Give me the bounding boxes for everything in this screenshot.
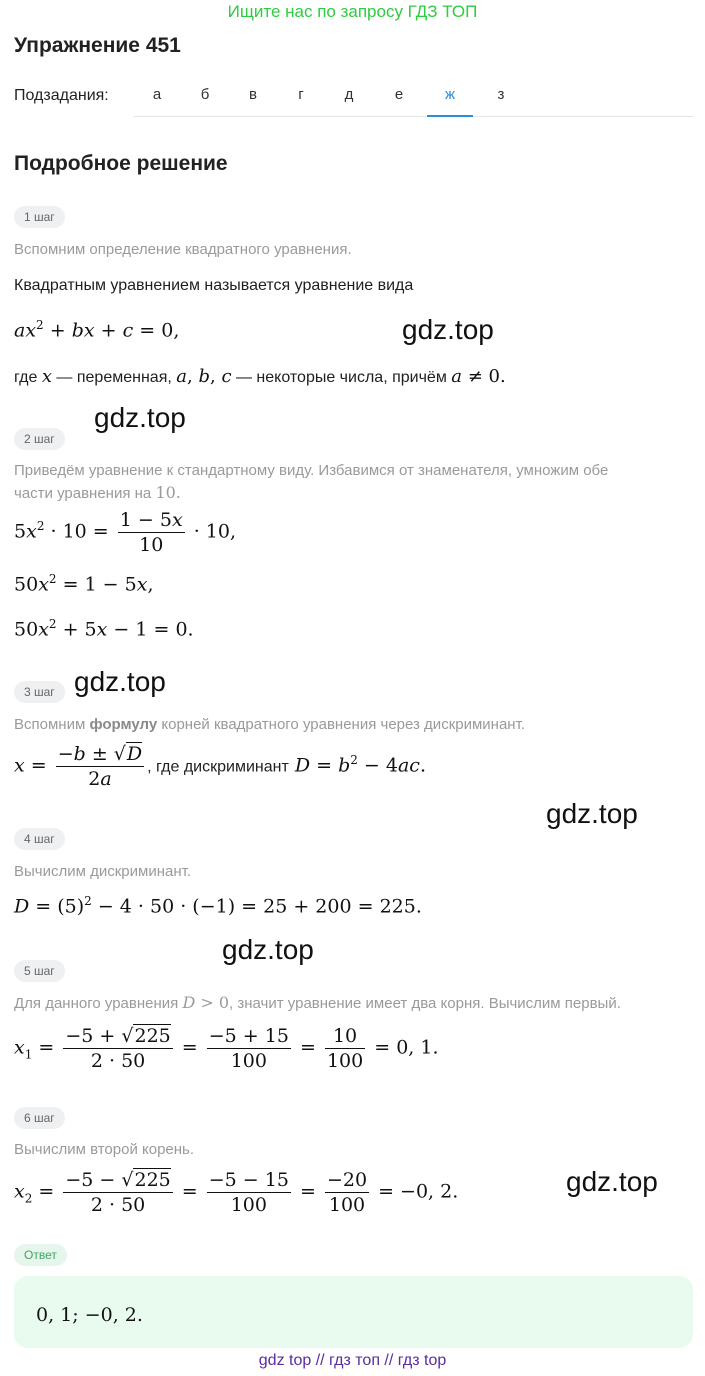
subtasks-label: Подзадания: [14, 87, 109, 104]
step-1-badge: 1 шаг [14, 206, 65, 228]
watermark: gdz.top [94, 402, 186, 433]
step-5-formula: $x_1$ = $\frac{-5 + √225}{2 \cdot 50}$ = $\frac{-5 + 15}{100}$ = $\frac{10}{100}$ = 0, 1. [14, 1025, 439, 1072]
step-1-hint: Вспомним определение квадратного уравнения. [14, 241, 352, 258]
page-title: Упражнение 451 [14, 34, 181, 57]
tab-v[interactable]: в [249, 86, 257, 103]
tab-d[interactable]: д [344, 86, 354, 103]
watermark: gdz.top [74, 666, 166, 697]
solution-title: Подробное решение [14, 152, 228, 175]
tab-zh[interactable]: ж [444, 86, 456, 103]
step-1-where: где x — переменная, a, b, c — некоторые числа, причём a ≠ 0. [14, 366, 506, 387]
tab-e[interactable]: е [394, 86, 404, 103]
subtasks-tabs [134, 76, 694, 117]
answer-value: 0, 1; −0, 2. [36, 1304, 143, 1326]
step-3-badge: 3 шаг [14, 681, 65, 703]
step-3-hint [14, 714, 525, 736]
step-2-eq-3: $50x^2 + 5x - 1 = 0$. [14, 617, 194, 641]
answer-box [14, 1276, 693, 1348]
step-5-hint-a: Для данного уравнения [14, 995, 179, 1012]
step-5-hint: Для данного уравнения D > 0, значит уравнение имеет два корня. Вычислим первый. [14, 993, 621, 1012]
tab-a[interactable]: а [152, 86, 162, 103]
step-2-eq-2: $50x^2 = 1 - 5x$, [14, 572, 154, 596]
step-2-hint-2-text: части уравнения на [14, 485, 152, 502]
answer-badge: Ответ [14, 1244, 67, 1266]
step-1-text: Квадратным уравнением называется уравнение вида [14, 277, 414, 294]
watermark: gdz.top [566, 1166, 658, 1197]
where-var: — переменная, [56, 369, 172, 386]
step-2-badge: 2 шаг [14, 428, 65, 450]
step-6-badge: 6 шаг [14, 1107, 65, 1129]
step-2-hint-2: части уравнения на 10. [14, 483, 181, 502]
where-prefix: где [14, 369, 38, 386]
step-5-badge: 5 шаг [14, 960, 65, 982]
step-6-hint: Вычислим второй корень. [14, 1141, 195, 1158]
active-tab-indicator [427, 115, 473, 117]
watermark: gdz.top [402, 314, 494, 345]
step-4-hint: Вычислим дискриминант. [14, 863, 191, 880]
step-4-badge: 4 шаг [14, 828, 65, 850]
tab-z[interactable]: з [497, 86, 505, 103]
promo-banner: Ищите нас по запросу ГДЗ ТОП [227, 2, 478, 21]
step-2-hint-1: Приведём уравнение к стандартному виду. Избавимся от знаменателя, умножим обе [14, 462, 609, 479]
watermark: gdz.top [222, 934, 314, 965]
step-4-formula: $D = (5)^2 - 4 \cdot 50 \cdot (-1) = 25 + 200 = 225$. [14, 894, 422, 918]
step-1-formula: $ax^2$ + bx + c = 0, [14, 318, 180, 342]
step-3-formula: x = $\frac{-b \pm √D}{2a}$ , где дискриминант $D = b^2 - 4ac$. [14, 743, 426, 790]
watermark: gdz.top [546, 798, 638, 829]
tab-b[interactable]: б [200, 86, 210, 103]
step-5-hint-b: , значит уравнение имеет два корня. Вычислим первый. [229, 995, 621, 1012]
footer-links[interactable]: gdz top // гдз топ // гдз top [258, 1352, 447, 1369]
step-6-formula: $x_2$ = $\frac{-5 - √225}{2 \cdot 50}$ = $\frac{-5 - 15}{100}$ = $\frac{-20}{100}$ = −0, 2. [14, 1169, 459, 1216]
step-2-eq-1: $5x^2 \cdot 10$ = $\frac{1 - 5x}{10}$ · 10, [14, 509, 236, 556]
step-3-hint-b: корней квадратного уравнения через дискриминант. [161, 716, 525, 733]
disc-text: , где дискриминант [147, 758, 289, 776]
step-3-hint-a: Вспомним [14, 716, 86, 733]
tab-g[interactable]: г [298, 86, 304, 103]
step-3-hint-bold[interactable]: формулу [89, 716, 158, 733]
where-nums: — некоторые числа, причём [235, 369, 447, 386]
